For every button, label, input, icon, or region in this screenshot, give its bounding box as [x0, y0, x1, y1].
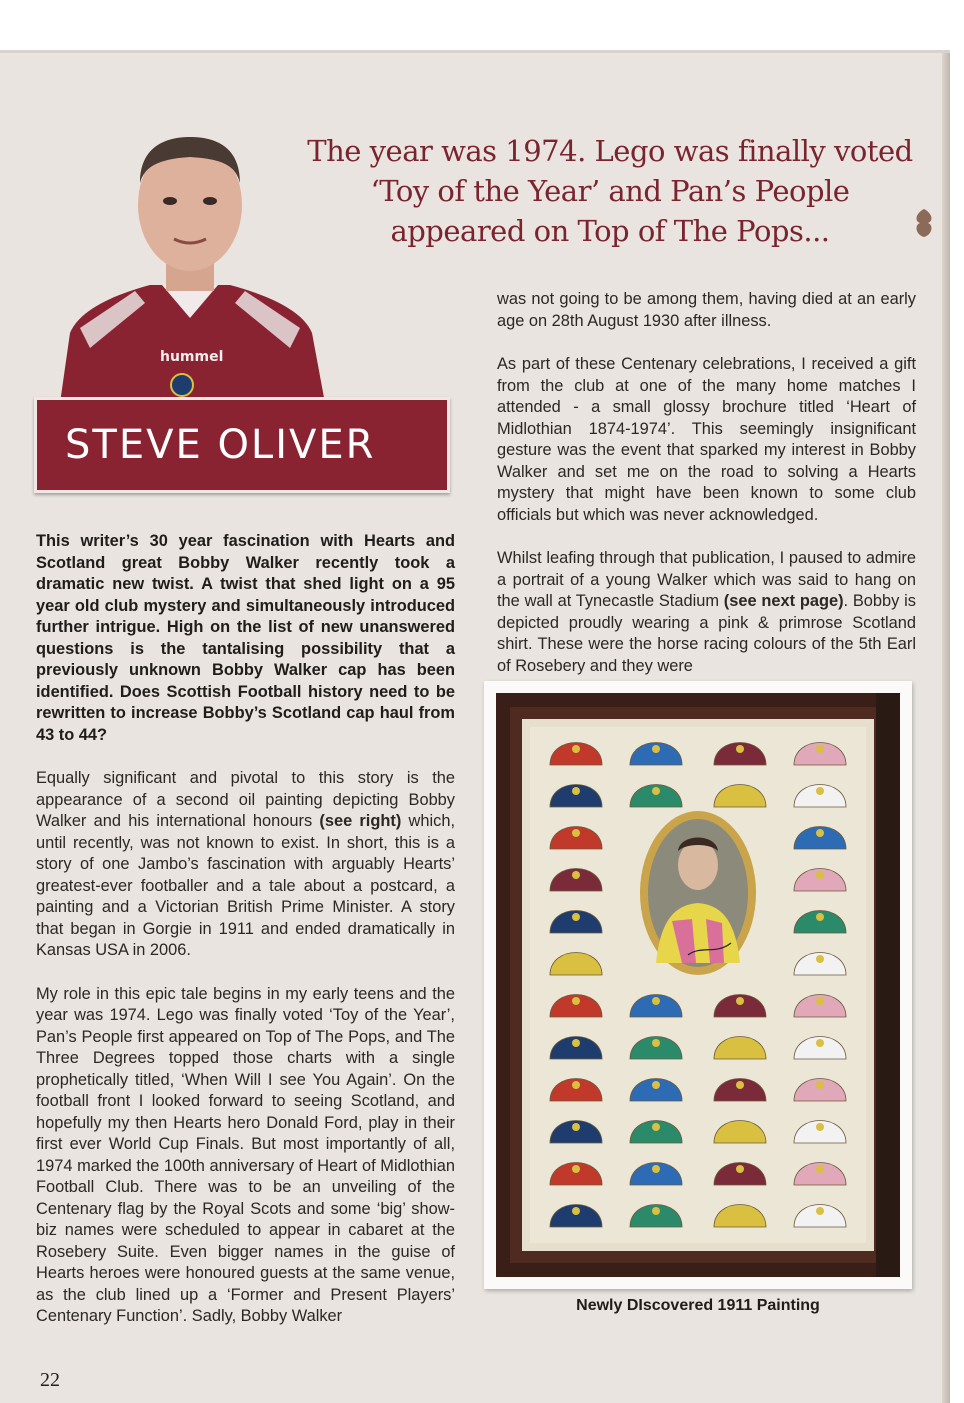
right-paragraph-2: As part of these Centenary celebrations, I received a gift from the club at one of the many home matches I attended - a small glossy brochure titled ‘Heart of Midlothian 1874-1974’. This seemingly insignificant gesture was the event that sparked my interest in Bobby Walker and set me on the road to solving a Hearts mystery that might have been known to some club officials but which was never acknowledged.	[497, 355, 916, 524]
right-paragraph-1: was not going to be among them, having died at an early age on 28th August 1930 after illness.	[497, 290, 916, 330]
cap-tassel-icon	[572, 871, 580, 879]
cap-tassel-icon	[816, 997, 824, 1005]
cap-tassel-icon	[816, 871, 824, 879]
right-paragraph-3-text-a: Whilst leafing through that publication, I paused to admire a portrait of a young Walker which was said to hang on the wall at Tynecastle Stadium	[497, 549, 916, 610]
staple-bottom	[942, 1123, 950, 1153]
cap-tassel-icon	[816, 1081, 824, 1089]
page-number: 22	[40, 1369, 60, 1391]
staple-mid	[942, 369, 950, 399]
intro-paragraph: This writer’s 30 year fascination with Hearts and Scotland great Bobby Walker recently took a dramatic new twist. A twist that shed light on a 95 year old club mystery and simultaneously introduced further intrigue. High on the list of new unanswered questions is the tantalising possibility that a previously unknown Bobby Walker cap has been identified. Does Scottish Football history need to be rewritten to increase Bobby’s Scotland cap haul from 43 to 44?	[36, 532, 455, 744]
cap-tassel-icon	[736, 1081, 744, 1089]
right-paragraph-3-text-b: . Bobby is depicted proudly wearing a pink & primrose Scotland shirt. These were the horse racing colours of the 5th Earl of Rosebery and they were	[497, 592, 916, 675]
paragraph-2-text-a: Equally significant and pivotal to this story is the appearance of a second oil painting depicting Bobby Walker and his international honours	[36, 769, 455, 830]
author-name: STEVE OLIVER	[65, 422, 376, 468]
headline-line-2: ‘Toy of the Year’ and Pan’s People	[370, 174, 850, 208]
cap-tassel-icon	[816, 1165, 824, 1173]
cap-tassel-icon	[572, 955, 580, 963]
paragraph-2	[36, 768, 455, 962]
headline	[290, 131, 930, 251]
author-nameplate	[34, 397, 450, 493]
crest-icon	[171, 374, 193, 396]
painting-photo	[484, 681, 912, 1289]
right-column	[497, 289, 916, 699]
headline-line-1: The year was 1974. Lego was finally voted	[307, 134, 913, 168]
cap-tassel-icon	[572, 1081, 580, 1089]
cap-tassel-icon	[736, 787, 744, 795]
cap-tassel-icon	[736, 1207, 744, 1215]
cap-tassel-icon	[652, 1039, 660, 1047]
cap-tassel-icon	[652, 1207, 660, 1215]
cap-tassel-icon	[572, 787, 580, 795]
paragraph-2-text-b: which, until recently, was not known to exist. In short, this is a story of one Jambo’s fascination with arguably Hearts’ greatest-ever footballer and a tale about a postcard, a painting and a Victorian British Prime Minister. A story that began in Gorgie in 1911 and ended dramatically in Kansas USA in 2006.	[36, 812, 456, 959]
cap-tassel-icon	[572, 829, 580, 837]
cap-tassel-icon	[572, 1123, 580, 1131]
cap-tassel-icon	[816, 787, 824, 795]
cap-tassel-icon	[736, 1039, 744, 1047]
cap-tassel-icon	[816, 955, 824, 963]
cap-tassel-icon	[736, 997, 744, 1005]
cap-tassel-icon	[736, 1123, 744, 1131]
painting-illustration	[496, 693, 900, 1277]
cap-tassel-icon	[572, 1039, 580, 1047]
staple-top	[942, 315, 950, 345]
cap-tassel-icon	[736, 1165, 744, 1173]
cap-tassel-icon	[572, 913, 580, 921]
cap-tassel-icon	[652, 997, 660, 1005]
cap-tassel-icon	[652, 1081, 660, 1089]
cap-tassel-icon	[816, 1039, 824, 1047]
cap-tassel-icon	[572, 1207, 580, 1215]
figure-caption: Newly DIscovered 1911 Painting	[576, 1297, 820, 1314]
paragraph-3: My role in this epic tale begins in my early teens and the year was 1974. Lego was finally voted ‘Toy of the Year’, Pan’s People first appeared on Top of The Pops, and The Three Degrees topped those charts with a single prophetically titled, ‘When Will I see You Again’. On the football front I looked forward to seeing Scotland, and hopefully my then Hearts hero Donald Ford, play in their first ever World Cup Finals. But most importantly of all, 1974 marked the 100th anniversary of Heart of Midlothian Football Club. There was to be an unveiling of the Centenary flag by the Royal Scots and some ‘big’ show-biz names were scheduled to appear in cabaret at the Rosebery Suite. Even bigger names in the guise of Hearts heroes were honoured guests at the same venue, as the club lined up a ‘Former and Present Players’ Centenary Function’. Sadly, Bobby Walker	[36, 984, 455, 1325]
paragraph-2-bold: (see right)	[319, 812, 402, 830]
cap-tassel-icon	[572, 1165, 580, 1173]
left-column	[36, 531, 455, 1350]
cap-tassel-icon	[652, 745, 660, 753]
right-paragraph-3	[497, 548, 916, 677]
cap-tassel-icon	[652, 1123, 660, 1131]
staple-low	[942, 1063, 950, 1093]
shirt-brand: hummel	[160, 349, 224, 365]
magazine-page	[0, 50, 950, 1403]
author-photo	[40, 113, 340, 403]
cap-tassel-icon	[816, 1123, 824, 1131]
cap-tassel-icon	[816, 745, 824, 753]
cap-tassel-icon	[652, 1165, 660, 1173]
cap-tassel-icon	[736, 745, 744, 753]
cap-tassel-icon	[572, 997, 580, 1005]
cap-tassel-icon	[816, 829, 824, 837]
cap-tassel-icon	[572, 745, 580, 753]
cap-tassel-icon	[816, 1207, 824, 1215]
headline-line-3: appeared on Top of The Pops...	[390, 214, 830, 248]
cap-tassel-icon	[816, 913, 824, 921]
cap-tassel-icon	[652, 787, 660, 795]
right-paragraph-3-bold: (see next page)	[723, 592, 844, 610]
